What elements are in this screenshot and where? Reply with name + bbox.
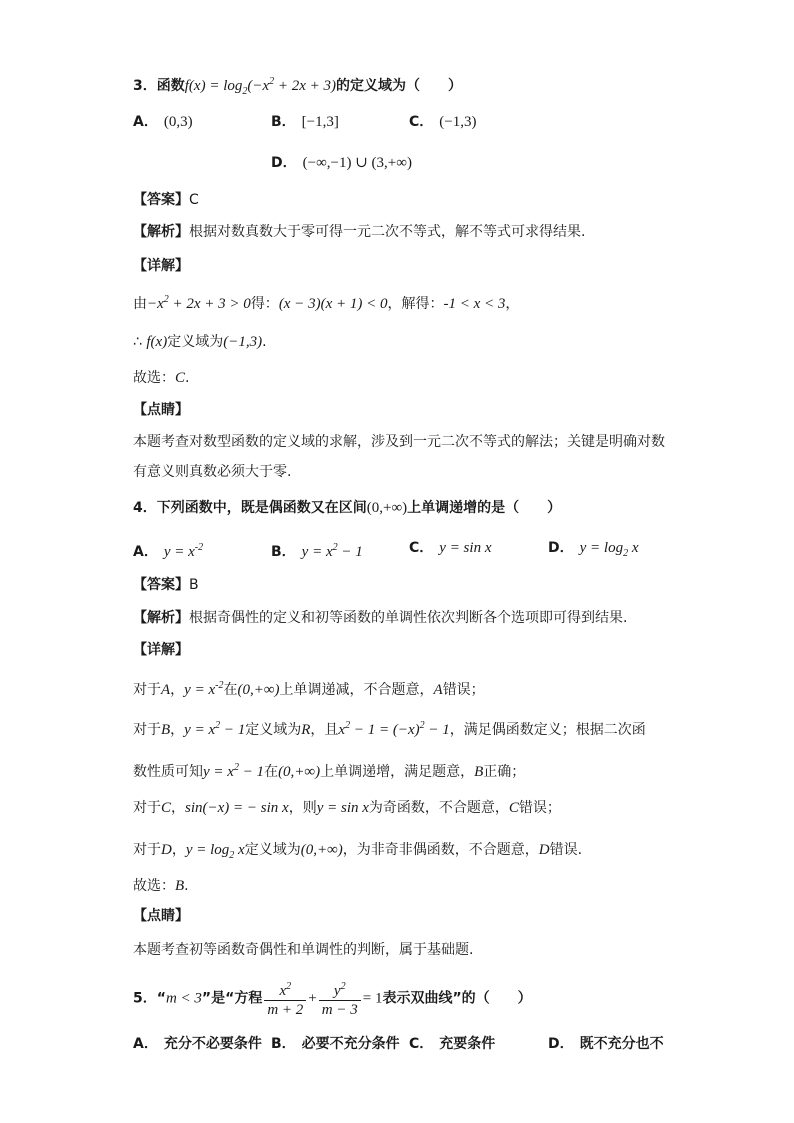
q5-number: 5． (133, 990, 157, 1007)
q4-option-d: D． $y = \log_2 x$ (548, 540, 639, 559)
q5-option-a: A． 充分不必要条件 (133, 1036, 262, 1052)
q3-comment-tag: 【点睛】 (133, 402, 189, 418)
q4-stem: 4．下列函数中，既是偶函数又在区间(0,+∞)上单调递增的是（ ） (133, 500, 562, 516)
q4-detail-d: 对于D，$y = \log_2 x$定义域为(0,+∞)，为非奇非偶函数，不合题意，D错误. (133, 842, 583, 861)
q3-analysis: 【解析】根据对数真数大于零可得一元二次不等式，解不等式可求得结果. (133, 224, 586, 240)
q4-option-c: C． y = sin x (409, 540, 492, 556)
q4-detail-a: 对于A，$y = x^{-2}$在(0,+∞)上单调递减，不合题意，A错误； (133, 680, 485, 698)
q5-stem: 5．“m < 3”是“方程 $\frac{x^2}{m + 2}$ + $\frac{y^2}{m - 3}$ = 1表示双曲线”的（ ） (133, 978, 532, 1019)
q4-detail-b2: 数性质可知$y = x^2 - 1$在(0,+∞)上单调递增，满足题意，B正确； (133, 762, 526, 780)
q3-comment-line1: 本题考查对数型函数的定义域的求解，涉及到一元二次不等式的解法；关键是明确对数 (133, 434, 665, 450)
q3-answer: 【答案】C (133, 192, 199, 208)
q4-detail-b1: 对于B，$y = x^2 - 1$定义域为R，且$x^2 - 1 = (-x)^2 - 1$，满足偶函数定义；根据二次函 (133, 720, 646, 738)
q4-option-b: B． $y = x^2 - 1$ (271, 542, 363, 560)
q4-option-a: A． $y = x^{-2}$ (133, 542, 204, 560)
q3-stem: 3．函数$f(x) = \log_2(-x^2 + 2x + 3)$的定义域为（ ） (133, 76, 463, 97)
q4-detail-tag: 【详解】 (133, 642, 189, 658)
q4-comment-tag: 【点睛】 (133, 908, 189, 924)
q3-detail-line2: ∴ f(x)定义域为(−1,3). (133, 334, 267, 350)
q3-number: 3． (133, 78, 157, 94)
q3-function: $f(x) = \log_2(-x^2 + 2x + 3)$ (184, 76, 337, 97)
q3-comment-line2: 有意义则真数必须大于零. (133, 464, 292, 480)
q3-option-a: A． (0,3) (133, 114, 193, 130)
q3-option-d: D． (−∞,−1) ∪ (3,+∞) (271, 155, 412, 171)
q5-fraction-2: $\frac{y^2}{m - 3}$ (319, 978, 361, 1019)
q3-detail-tag: 【详解】 (133, 258, 189, 274)
q4-analysis: 【解析】根据奇偶性的定义和初等函数的单调性依次判断各个选项即可得到结果. (133, 610, 628, 626)
q3-detail-line1: 由$-x^2 + 2x + 3 > 0$得：(x − 3)(x + 1) < 0，解得：-1 < x < 3， (133, 294, 520, 312)
q5-fraction-1: $\frac{x^2}{m + 2}$ (264, 978, 306, 1019)
q4-choose: 故选：B. (133, 878, 189, 894)
q4-comment-line1: 本题考查初等函数奇偶性和单调性的判断，属于基础题. (133, 942, 474, 958)
q5-option-b: B． 必要不充分条件 (271, 1036, 400, 1052)
q3-choose: 故选：C. (133, 370, 190, 386)
q4-answer: 【答案】B (133, 577, 199, 593)
q5-option-c: C． 充要条件 (409, 1036, 496, 1052)
q3-option-c: C． (−1,3) (409, 114, 477, 130)
q5-option-d: D． 既不充分也不 (548, 1036, 664, 1052)
q4-detail-c: 对于C，sin(−x) = − sin x，则y = sin x为奇函数，不合题意，C错误； (133, 800, 561, 816)
q4-number: 4． (133, 500, 157, 516)
q3-option-b: B． [−1,3] (271, 114, 339, 130)
